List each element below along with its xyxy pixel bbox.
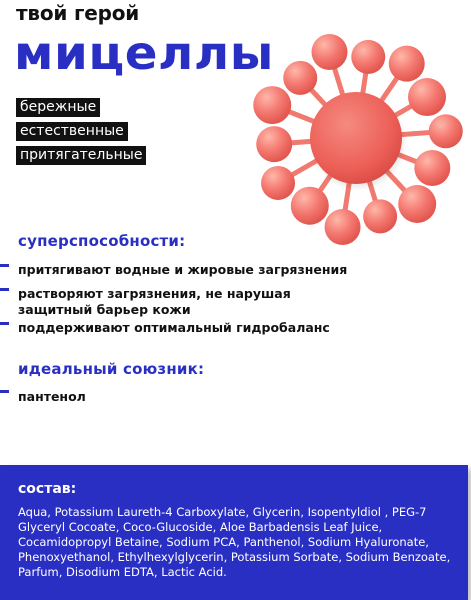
composition-title: состав: [18, 481, 77, 497]
micelle-head [414, 150, 450, 186]
superpower-text: растворяют загрязнения, не нарушая защитный барьер кожи [18, 286, 291, 317]
micelle-head [429, 114, 463, 148]
tag-natural: естественные [16, 122, 128, 141]
hero-title: мицеллы [14, 26, 274, 80]
ally-title: идеальный союзник: [18, 360, 205, 378]
superpower-text: притягивают водные и жировые загрязнения [18, 262, 348, 277]
micelle-head [398, 185, 436, 223]
composition-text: Aqua, Potassium Laureth-4 Carboxylate, Glycerin, Isopentyldiol , PEG-7 Glyceryl Cocoate, Coco-Glucoside, Aloe Barbadensis Leaf Juice, Cocamidopropyl Betaine, Sodium PCA, Panthenol, Sodium Hyaluronate, Phenoxyethanol, Ethylhexylglycerin, Potassium Sorbate, Sodium Benzoate, Parfum, Disodium EDTA, Lactic Acid. [18, 505, 451, 579]
micelle-head [253, 86, 291, 124]
tag-gentle: бережные [16, 98, 100, 117]
micelle-head [351, 40, 385, 74]
micelle-head [291, 187, 329, 225]
composition-panel [0, 465, 468, 600]
micelle-core [310, 92, 402, 184]
bullet-dash-icon [0, 390, 9, 393]
micelle-head [312, 34, 348, 70]
micelle-head [408, 78, 446, 116]
micelle-illustration [250, 30, 470, 250]
bullet-dash-icon [0, 264, 9, 267]
micelle-head [283, 61, 317, 95]
ally-text: пантенол [18, 389, 86, 404]
tag-list [16, 96, 146, 168]
superpower-text: поддерживают оптимальный гидробаланс [18, 320, 330, 335]
superpowers-title: суперспособности: [18, 232, 186, 250]
micelle-head [256, 126, 292, 162]
micelle-head [363, 199, 397, 233]
micelle-head [325, 209, 361, 245]
tag-attractive: притягательные [16, 146, 146, 165]
micelle-head [261, 166, 295, 200]
bullet-dash-icon [0, 288, 9, 291]
bullet-dash-icon [0, 322, 9, 325]
micelle-head [389, 46, 425, 82]
hero-kicker: твой герой [16, 1, 140, 25]
